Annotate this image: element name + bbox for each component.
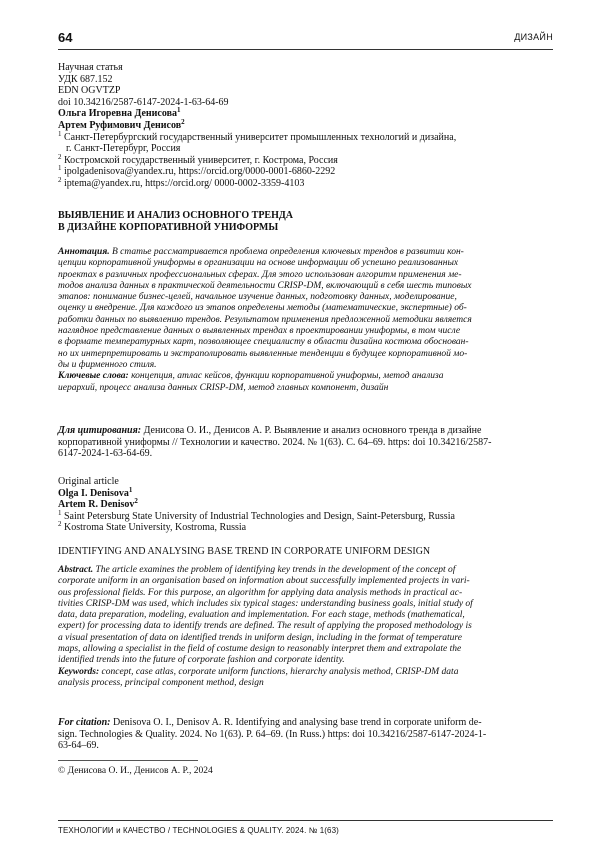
affiliation-1: $^1$ Санкт-Петербургский государственный университет промышленных технологий и дизайна, [58, 129, 457, 143]
ru-abstract-line: цепции корпоративной униформы в организации на основе информации об успешно реализованных [58, 258, 459, 269]
en-affiliation-2: $^2$ Kostroma State University, Kostroma, Russia [58, 520, 247, 534]
en-article-type: Original article [58, 476, 119, 487]
en-abstract-line: tivities CRISP-DM was used, which includes six typical stages: understanding business goals, initial study of [58, 598, 473, 609]
email-2: $^2$ iptema@yandex.ru, https://orcid.org/ 0000-0002-3359-4103 [58, 175, 305, 189]
ru-abstract [58, 247, 553, 394]
affiliation-1-cont: г. Санкт-Петербург, Россия [66, 143, 181, 155]
en-author-2: Artem R. Denisov$^2$ [58, 497, 138, 511]
email-1: $^1$ ipolgadenisova@yandex.ru, https://orcid.org/0000-0001-6860-2292 [58, 164, 336, 178]
en-abstract-line: Abstract. The article examines the problem of identifying key trends in the development of the concept of [58, 565, 456, 575]
ru-abstract-line: этапов: понимание бизнес-целей, начальное изучение данных, подготовку данных, моделирование, [58, 292, 457, 303]
en-title: IDENTIFYING AND ANALYSING BASE TREND IN CORPORATE UNIFORM DESIGN [58, 546, 431, 557]
en-abstract-line: corporate uniform in an organisation based on information about successfully implemented projects in vari- [58, 576, 470, 587]
ru-abstract-line: наглядное представление данных о выявленных трендах в проектировании униформы, в том числе [58, 326, 461, 337]
running-header [58, 30, 553, 46]
ru-citation: Для цитирования: Денисова О. И., Денисов А. Р. Выявление и анализ основного тренда в дизайне корпоративной униформы // Технологии и качество. 2024. № 1(63). С. 64–69. https: doi 10.34216/2587- 6147-2024-1-63-64-69. [58, 425, 492, 460]
ru-keywords: Ключевые слова: концепция, атлас кейсов, функции корпоративной униформы, метод анализа [58, 371, 444, 382]
copyright-rule [58, 760, 198, 761]
en-keywords: Keywords: concept, case atlas, corporate uniform functions, hierarchy analysis method, CRISP-DM data [58, 666, 459, 677]
en-abstract-line: a visual presentation of data on identified trends in uniform design, including in the format of temperature [58, 632, 462, 643]
ru-abstract-line: но их интерпретировать и экстраполировать выявленные тенденции в будущее корпоративной мо- [58, 348, 468, 359]
section-name: ДИЗАЙН [514, 32, 553, 42]
en-abstract-line: identified trends into the future of corporate fashion and corporate identity. [58, 655, 345, 666]
en-abstract-line: expert) for processing data to identify trends are defined. The result of applying the proposed methodology is [58, 621, 472, 632]
ru-abstract-line: ды и фирменного стиля. [58, 359, 157, 370]
udk: УДК 687.152 [58, 73, 113, 85]
header-rule [58, 49, 553, 50]
author-1: Ольга Игоревна Денисова$^1$ [58, 106, 181, 120]
en-metadata [58, 476, 553, 534]
ru-abstract-line: тодов анализа данных в практической деятельности CRISP-DM, включающий в себя шесть типовых [58, 280, 472, 291]
page-number: 64 [58, 30, 73, 45]
ru-abstract-line: в формате температурных карт, позволяющее специалисту в области дизайна костюма обоснован- [58, 337, 469, 348]
en-affiliation-1: $^1$ Saint Petersburg State University of Industrial Technologies and Design, Saint-Petersburg, Russia [58, 508, 455, 522]
en-citation: For citation: Denisova O. I., Denisov A. R. Identifying and analysing base trend in corporate uniform de- sign. Technologies & Quality. 2024. No 1(63). P. 64–69. (In Russ.) https: doi 10.34216/2587-6147-2024-1- 63-64–69. [58, 717, 487, 752]
affiliation-2: $^2$ Костромской государственный университет, г. Кострома, Россия [58, 152, 338, 166]
doi: doi 10.34216/2587-6147-2024-1-63-64-69 [58, 96, 229, 108]
en-abstract-line: maps, allowing a specialist in the field of costume design to reasonably interpret them and extrapolate the [58, 644, 462, 655]
ru-keywords-cont: иерархий, процесс анализа данных CRISP-DM, метод главных компонент, дизайн [58, 382, 389, 393]
ru-abstract-line: Аннотация. В статье рассматривается проблема определения ключевых трендов в развитии кон- [58, 247, 464, 257]
author-2: Артем Руфимович Денисов$^2$ [58, 117, 185, 131]
en-abstract [58, 565, 553, 689]
edn: EDN OGVTZP [58, 85, 121, 97]
article-type: Научная статья [58, 62, 123, 73]
ru-abstract-line: оценку и внедрение. Для каждого из этапов определены методы (математические, экспертные) об- [58, 303, 467, 314]
footer-rule [58, 820, 553, 821]
ru-metadata [58, 62, 553, 190]
en-author-1: Olga I. Denisova$^1$ [58, 485, 133, 499]
ru-abstract-line: работки данных по выявлению трендов. Результатом применения предложенной методики является [58, 314, 472, 325]
copyright: © Денисова О. И., Денисов А. Р., 2024 [58, 766, 213, 776]
ru-abstract-line: проектах в различных профессиональных сферах. Для этого использован алгоритм применения ме- [58, 269, 462, 280]
en-abstract-line: data, data preparation, modeling, evaluation and implementation. For each stage, methods (mathematical, [58, 610, 465, 621]
running-footer: ТЕХНОЛОГИИ и КАЧЕСТВО / TECHNOLOGIES & QUALITY. 2024. № 1(63) [58, 826, 339, 835]
en-keywords-cont: analysis process, principal component method, design [58, 677, 264, 688]
en-abstract-line: ous professional fields. For this purpose, an algorithm for applying data analysis methods in practical ac- [58, 587, 463, 598]
ru-title: ВЫЯВЛЕНИЕ И АНАЛИЗ ОСНОВНОГО ТРЕНДА В ДИЗАЙНЕ КОРПОРАТИВНОЙ УНИФОРМЫ [58, 210, 293, 233]
